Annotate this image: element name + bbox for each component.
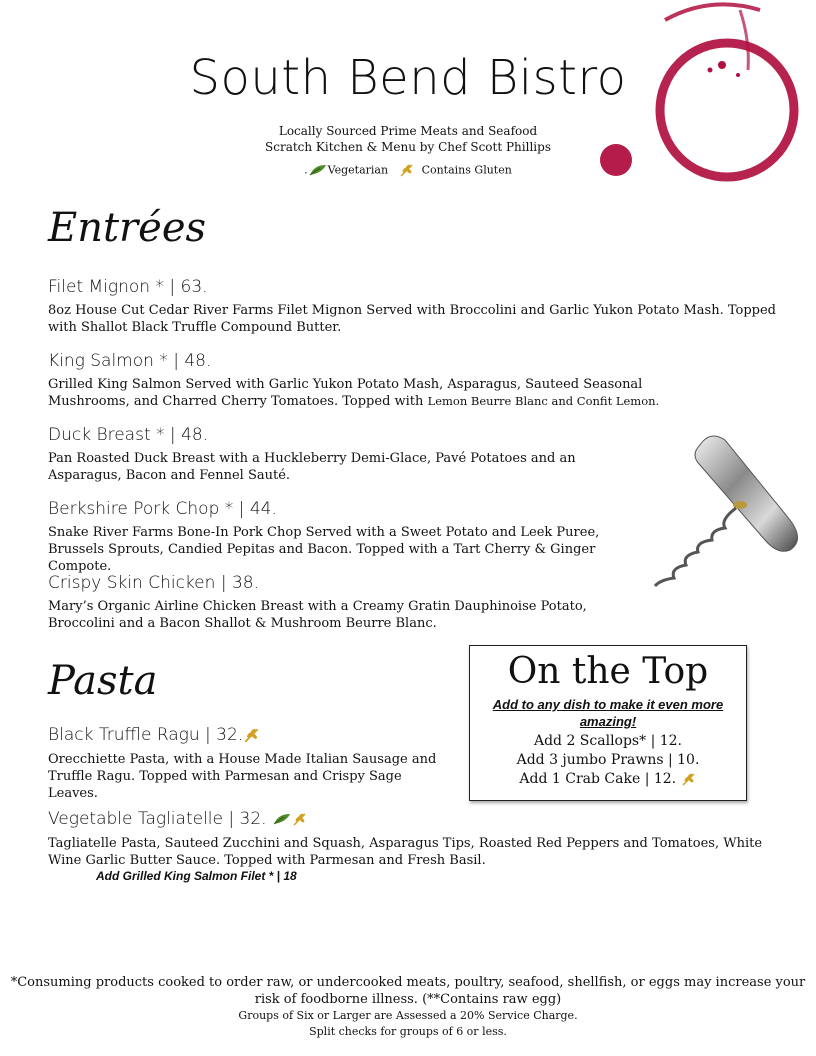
menu-item-name bbox=[48, 809, 308, 829]
menu-item-name-text: Black Truffle Ragu | 32. bbox=[48, 725, 244, 745]
corkscrew-icon bbox=[640, 410, 810, 595]
menu-item-desc bbox=[48, 376, 728, 410]
wheat-icon bbox=[681, 772, 697, 786]
menu-item-desc: Snake River Farms Bone-In Pork Chop Served with a Sweet Potato and Leek Puree, Brussels Sprouts, Candied Pepitas and Bacon. Topped with a Tart Cherry & Ginger Compote. bbox=[48, 525, 600, 574]
on-top-line-text: Add 1 Crab Cake | 12. bbox=[519, 771, 677, 787]
addon-note: Add Grilled King Salmon Filet * | 18 bbox=[96, 869, 297, 883]
menu-item-desc: Mary’s Organic Airline Chicken Breast with a Creamy Gratin Dauphinoise Potato, Broccolini and a Bacon Shallot & Mushroom Beurre Blanc. bbox=[48, 599, 587, 631]
dietary-legend bbox=[0, 163, 816, 177]
wheat-icon bbox=[399, 163, 415, 177]
menu-item-name-text: Vegetable Tagliatelle | 32. bbox=[48, 809, 267, 829]
menu-item-name: Duck Breast * | 48. bbox=[48, 425, 209, 445]
legend-vegetarian: Vegetarian bbox=[327, 163, 389, 177]
split-check-note: Split checks for groups of 6 or less. bbox=[309, 1025, 507, 1038]
leaf-icon bbox=[308, 163, 328, 177]
leaf-icon bbox=[272, 812, 292, 826]
menu-item-name: Crispy Skin Chicken | 38. bbox=[48, 573, 259, 593]
service-charge-note: Groups of Six or Larger are Assessed a 20% Service Charge. bbox=[238, 1009, 578, 1022]
menu-item-desc: Tagliatelle Pasta, Sauteed Zucchini and Squash, Asparagus Tips, Roasted Red Peppers and Tomatoes, White Wine Garlic Butter Sauce. Topped with Parmesan and Fresh Basil. bbox=[48, 836, 763, 868]
menu-item-desc-small: Lemon Beurre Blanc and Confit Lemon. bbox=[427, 394, 660, 408]
legend-gluten: Contains Gluten bbox=[421, 163, 512, 177]
wheat-icon bbox=[243, 727, 261, 743]
restaurant-title: South Bend Bistro bbox=[189, 50, 627, 106]
entrees-heading: Entrées bbox=[48, 205, 207, 251]
food-safety-warning: *Consuming products cooked to order raw, or undercooked meats, poultry, seafood, shellfish, or eggs may increase your risk of foodborne illness. (**Contains raw egg) bbox=[10, 975, 806, 1007]
on-top-title: On the Top bbox=[507, 651, 709, 692]
menu-item-desc-text: Grilled King Salmon Served with Garlic Yukon Potato Mash, Asparagus, Sauteed Seasonal Mushrooms, and Charred Cherry Tomatoes. Topped with bbox=[48, 377, 643, 409]
on-top-line bbox=[470, 770, 746, 789]
on-top-note: Add to any dish to make it even more amazing! bbox=[492, 697, 724, 729]
menu-item-name: Filet Mignon * | 63. bbox=[48, 277, 208, 297]
pasta-heading: Pasta bbox=[48, 658, 158, 704]
menu-item-desc: Orecchiette Pasta, with a House Made Italian Sausage and Truffle Ragu. Topped with Parmesan and Crispy Sage Leaves. bbox=[48, 752, 437, 801]
on-top-line: Add 3 jumbo Prawns | 10. bbox=[516, 752, 700, 768]
menu-item-name bbox=[48, 725, 261, 745]
on-top-box bbox=[469, 645, 747, 801]
menu-item-desc: 8oz House Cut Cedar River Farms Filet Mignon Served with Broccolini and Garlic Yukon Potato Mash. Topped with Shallot Black Truffle Compound Butter. bbox=[48, 303, 776, 335]
wine-stain-icon bbox=[590, 0, 810, 230]
legend-prefix: . bbox=[304, 163, 308, 177]
wheat-icon bbox=[292, 812, 308, 826]
subtitle-sourcing: Locally Sourced Prime Meats and Seafood bbox=[278, 124, 538, 138]
menu-item-desc: Pan Roasted Duck Breast with a Huckleberry Demi-Glace, Pavé Potatoes and an Asparagus, Bacon and Fennel Sauté. bbox=[48, 451, 576, 483]
menu-item-name: Berkshire Pork Chop * | 44. bbox=[48, 499, 277, 519]
subtitle-chef: Scratch Kitchen & Menu by Chef Scott Phillips bbox=[265, 140, 551, 154]
on-top-line: Add 2 Scallops* | 12. bbox=[533, 733, 683, 749]
menu-item-name: King Salmon * | 48. bbox=[48, 351, 212, 371]
